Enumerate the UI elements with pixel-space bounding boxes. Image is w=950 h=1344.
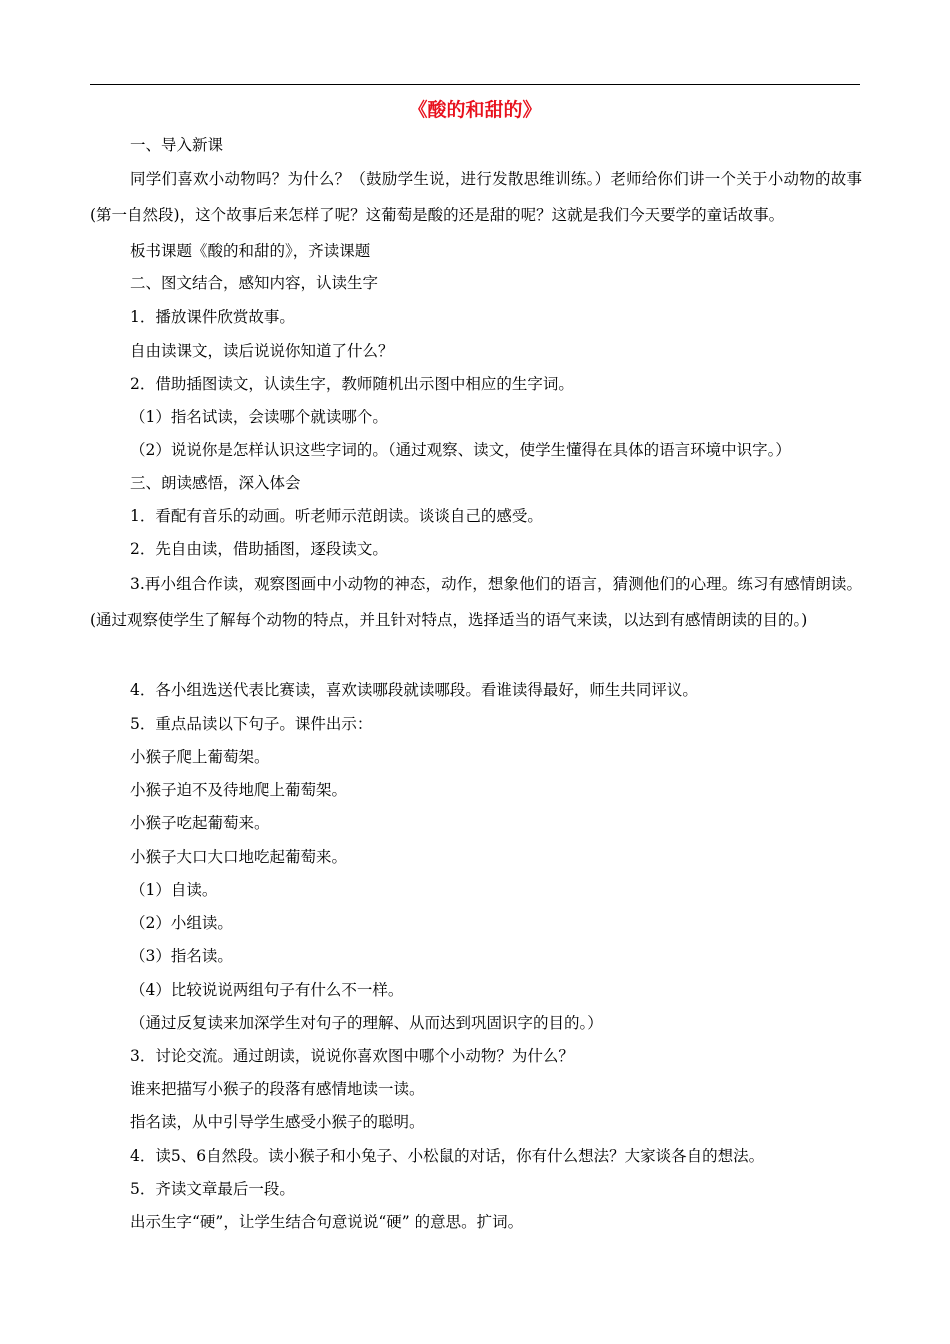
section-heading-intro: 一、导入新课: [130, 136, 224, 154]
part2-item1: 1．播放课件欣赏故事。: [130, 308, 295, 326]
part2-item2-sub1: （1）指名试读，会读哪个就读哪个。: [130, 408, 388, 426]
reading-step-4: （4）比较说说两组句子有什么不一样。: [130, 981, 404, 999]
part2-item1-detail: 自由读课文，读后说说你知道了什么？: [130, 342, 394, 360]
part3-item3: 3.再小组合作读，观察图画中小动物的神态，动作，想象他们的语言，猜测他们的心理。练习有感情朗读。(通过观察使学生了解每个动物的特点，并且针对特点，选择适当的语气来读，以达到有感情朗读的目的。): [90, 575, 862, 629]
hard-word-exercise: 出示生字“硬”，让学生结合句意说说“硬” 的意思。扩词。: [130, 1213, 524, 1231]
intro-paragraph: 同学们喜欢小动物吗？为什么？（鼓励学生说，进行发散思维训练。）老师给你们讲一个关于小动物的故事(第一自然段)，这个故事后来怎样了呢？这葡萄是酸的还是甜的呢？这就是我们今天要学的童话故事。: [90, 170, 862, 224]
reading-step-3: （3）指名读。: [130, 947, 233, 965]
discussion-read: 谁来把描写小猴子的段落有感情地读一读。: [130, 1080, 425, 1098]
example-sentence-2: 小猴子迫不及待地爬上葡萄架。: [130, 781, 348, 799]
part2-item2: 2．借助插图读文，认读生字，教师随机出示图中相应的生字词。: [130, 375, 574, 393]
example-sentence-3: 小猴子吃起葡萄来。: [130, 814, 270, 832]
part3-item2: 2．先自由读，借助插图，逐段读文。: [130, 540, 388, 558]
part2-item2-sub2: （2）说说你是怎样认识这些字词的。（通过观察、读文，使学生懂得在具体的语言环境中识字。）: [130, 441, 791, 459]
part3-item1: 1．看配有音乐的动画。听老师示范朗读。谈谈自己的感受。: [130, 507, 543, 525]
part3-item5: 5．重点品读以下句子。课件出示：: [130, 715, 373, 733]
header-rule: [90, 84, 860, 85]
example-sentence-4: 小猴子大口大口地吃起葡萄来。: [130, 848, 348, 866]
discussion-item: 3．讨论交流。通过朗读，说说你喜欢图中哪个小动物？为什么？: [130, 1047, 574, 1065]
intro-board-title: 板书课题《酸的和甜的》，齐读课题: [130, 242, 371, 260]
reading-step-1: （1）自读。: [130, 881, 218, 899]
read-paragraphs-5-6: 4．读5、6自然段。读小猴子和小兔子、小松鼠的对话，你有什么想法？大家谈各自的想法。: [130, 1147, 765, 1165]
document-title: 《酸的和甜的》: [408, 99, 542, 121]
reading-step-2: （2）小组读。: [130, 914, 233, 932]
section-heading-part3: 三、朗读感悟，深入体会: [130, 474, 301, 492]
part3-item4: 4．各小组选送代表比赛读，喜欢读哪段就读哪段。看谁读得最好，师生共同评议。: [130, 681, 698, 699]
discussion-guide: 指名读，从中引导学生感受小猴子的聪明。: [130, 1113, 425, 1131]
reading-step-note: （通过反复读来加深学生对句子的理解、从而达到巩固识字的目的。）: [130, 1014, 603, 1032]
section-heading-part2: 二、图文结合，感知内容，认读生字: [130, 274, 379, 292]
example-sentence-1: 小猴子爬上葡萄架。: [130, 748, 270, 766]
read-last-paragraph: 5．齐读文章最后一段。: [130, 1180, 295, 1198]
